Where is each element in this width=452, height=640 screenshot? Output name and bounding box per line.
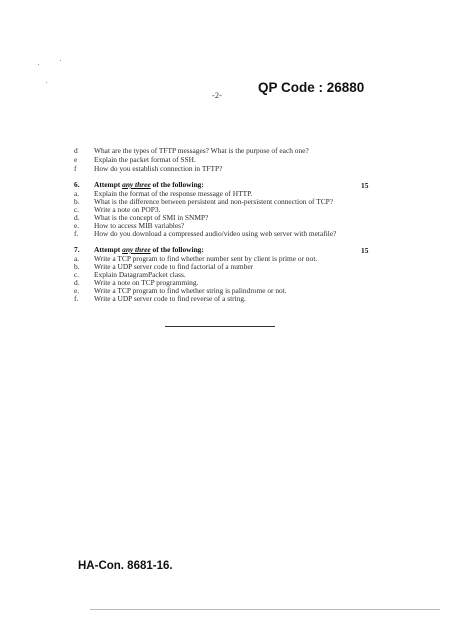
footer-code: HA-Con. 8681-16. xyxy=(78,560,173,572)
item-letter: e. xyxy=(74,221,80,230)
item-text: How to access MIB variables? xyxy=(94,221,185,230)
item-letter: d xyxy=(74,146,78,155)
item-letter: c. xyxy=(74,270,80,279)
item-text: What are the types of TFTP messages? What is the purpose of each one? xyxy=(94,146,309,155)
item-text: Explain the format of the response message of HTTP. xyxy=(94,189,253,198)
item-text: Write a note on TCP programming. xyxy=(94,278,199,287)
item-letter: f xyxy=(74,164,77,173)
item-text: Explain DatagramPacket class. xyxy=(94,270,186,279)
question-7-marks: 15 xyxy=(361,246,369,255)
scan-speck xyxy=(46,82,47,83)
question-number: 7. xyxy=(74,245,80,254)
scan-speck xyxy=(60,60,61,61)
item-letter: c. xyxy=(74,205,80,214)
item-letter: a. xyxy=(74,254,80,263)
item-letter: f. xyxy=(74,229,79,238)
item-text: Write a UDP server code to find factorial of a number xyxy=(94,262,254,271)
item-letter: a. xyxy=(74,189,80,198)
item-letter: f. xyxy=(74,294,79,303)
item-text: Explain the packet format of SSH. xyxy=(94,155,196,164)
item-text: Write a TCP program to find whether string is palindrome or not. xyxy=(94,286,287,295)
end-divider xyxy=(165,326,275,327)
item-text: What is the concept of SMI in SNMP? xyxy=(94,213,209,222)
item-letter: b. xyxy=(74,262,80,271)
page-number: -2- xyxy=(212,90,222,100)
question-instruction: Attempt any three of the following: xyxy=(94,245,204,254)
question-instruction: Attempt any three of the following: xyxy=(94,180,204,189)
item-text: What is the difference between persistent and non-persistent connection of TCP? xyxy=(94,197,334,206)
item-letter: b. xyxy=(74,197,80,206)
question-number: 6. xyxy=(74,180,80,189)
scan-edge-line xyxy=(90,609,440,610)
item-letter: d. xyxy=(74,278,80,287)
item-text: Write a UDP server code to find reverse of a string. xyxy=(94,294,246,303)
item-text: How do you download a compressed audio/video using web server with metafile? xyxy=(94,229,337,238)
item-letter: e. xyxy=(74,286,80,295)
item-text: Write a note on POP3. xyxy=(94,205,161,214)
scan-speck xyxy=(38,64,39,65)
item-text: How do you establish connection in TFTP? xyxy=(94,164,223,173)
question-6-marks: 15 xyxy=(361,181,369,190)
item-text: Write a TCP program to find whether number sent by client is prime or not. xyxy=(94,254,318,263)
item-letter: d. xyxy=(74,213,80,222)
item-letter: e xyxy=(74,155,78,164)
qp-code: QP Code : 26880 xyxy=(258,80,365,95)
